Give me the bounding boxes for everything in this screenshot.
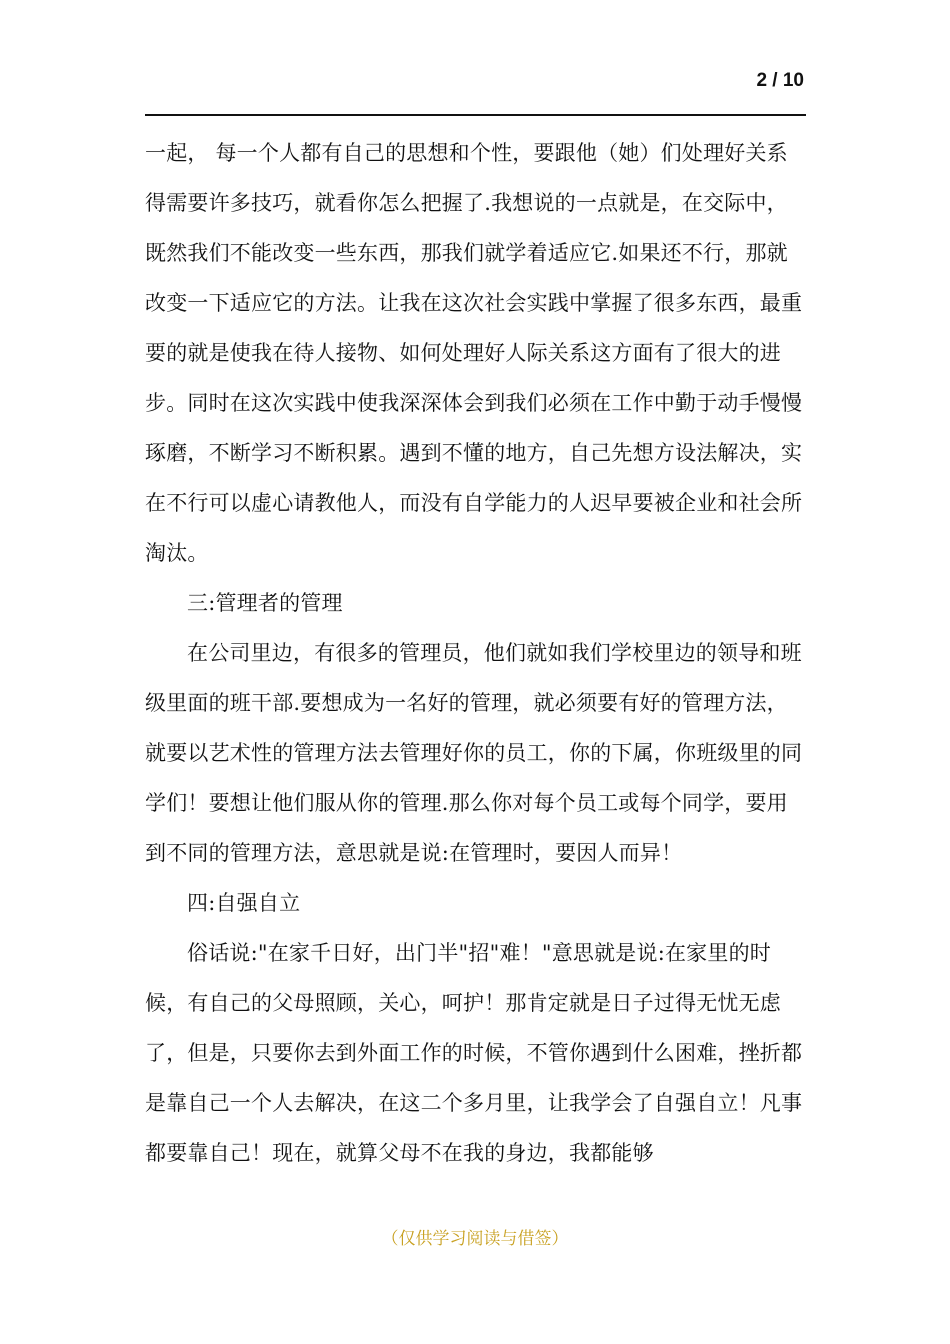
footer-note: （仅供学习阅读与借签） xyxy=(381,1229,569,1249)
document-body xyxy=(145,128,806,1178)
section-heading-self-reliance: 四:自强自立 xyxy=(187,891,301,915)
section-heading-management: 三:管理者的管理 xyxy=(187,591,343,615)
paragraph-self-reliance: 俗话说:"在家千日好，出门半"招"难！"意思就是说:在家里的时候，有自己的父母照顾，关心，呵护！那肯定就是日子过得无忧无虑了，但是，只要你去到外面工作的时候，不管你遇到什么困难，挫折都是靠自己一个人去解决，在这二个多月里，让我学会了自强自立！凡事都要靠自己！现在，就算父母不在我的身边，我都能够 xyxy=(145,941,803,1165)
page-number: 2 / 10 xyxy=(756,70,804,91)
paragraph-management: 在公司里边，有很多的管理员，他们就如我们学校里边的领导和班级里面的班干部.要想成为一名好的管理，就必须要有好的管理方法，就要以艺术性的管理方法去管理好你的员工，你的下属，你班级里的同学们！要想让他们服从你的管理.那么你对每个员工或每个同学，要用到不同的管理方法，意思就是说:在管理时，要因人而异！ xyxy=(145,641,803,865)
paragraph-interpersonal: 一起， 每一个人都有自己的思想和个性，要跟他（她）们处理好关系得需要许多技巧，就看你怎么把握了.我想说的一点就是，在交际中，既然我们不能改变一些东西，那我们就学着适应它.如果还不行，那就改变一下适应它的方法。让我在这次社会实践中掌握了很多东西，最重要的就是使我在待人接物、如何处理好人际关系这方面有了很大的进步。同时在这次实践中使我深深体会到我们必须在工作中勤于动手慢慢琢磨，不断学习不断积累。遇到不懂的地方，自己先想方设法解决，实在不行可以虚心请教他人，而没有自学能力的人迟早要被企业和社会所淘汰。 xyxy=(145,141,803,565)
header-divider xyxy=(145,114,806,116)
